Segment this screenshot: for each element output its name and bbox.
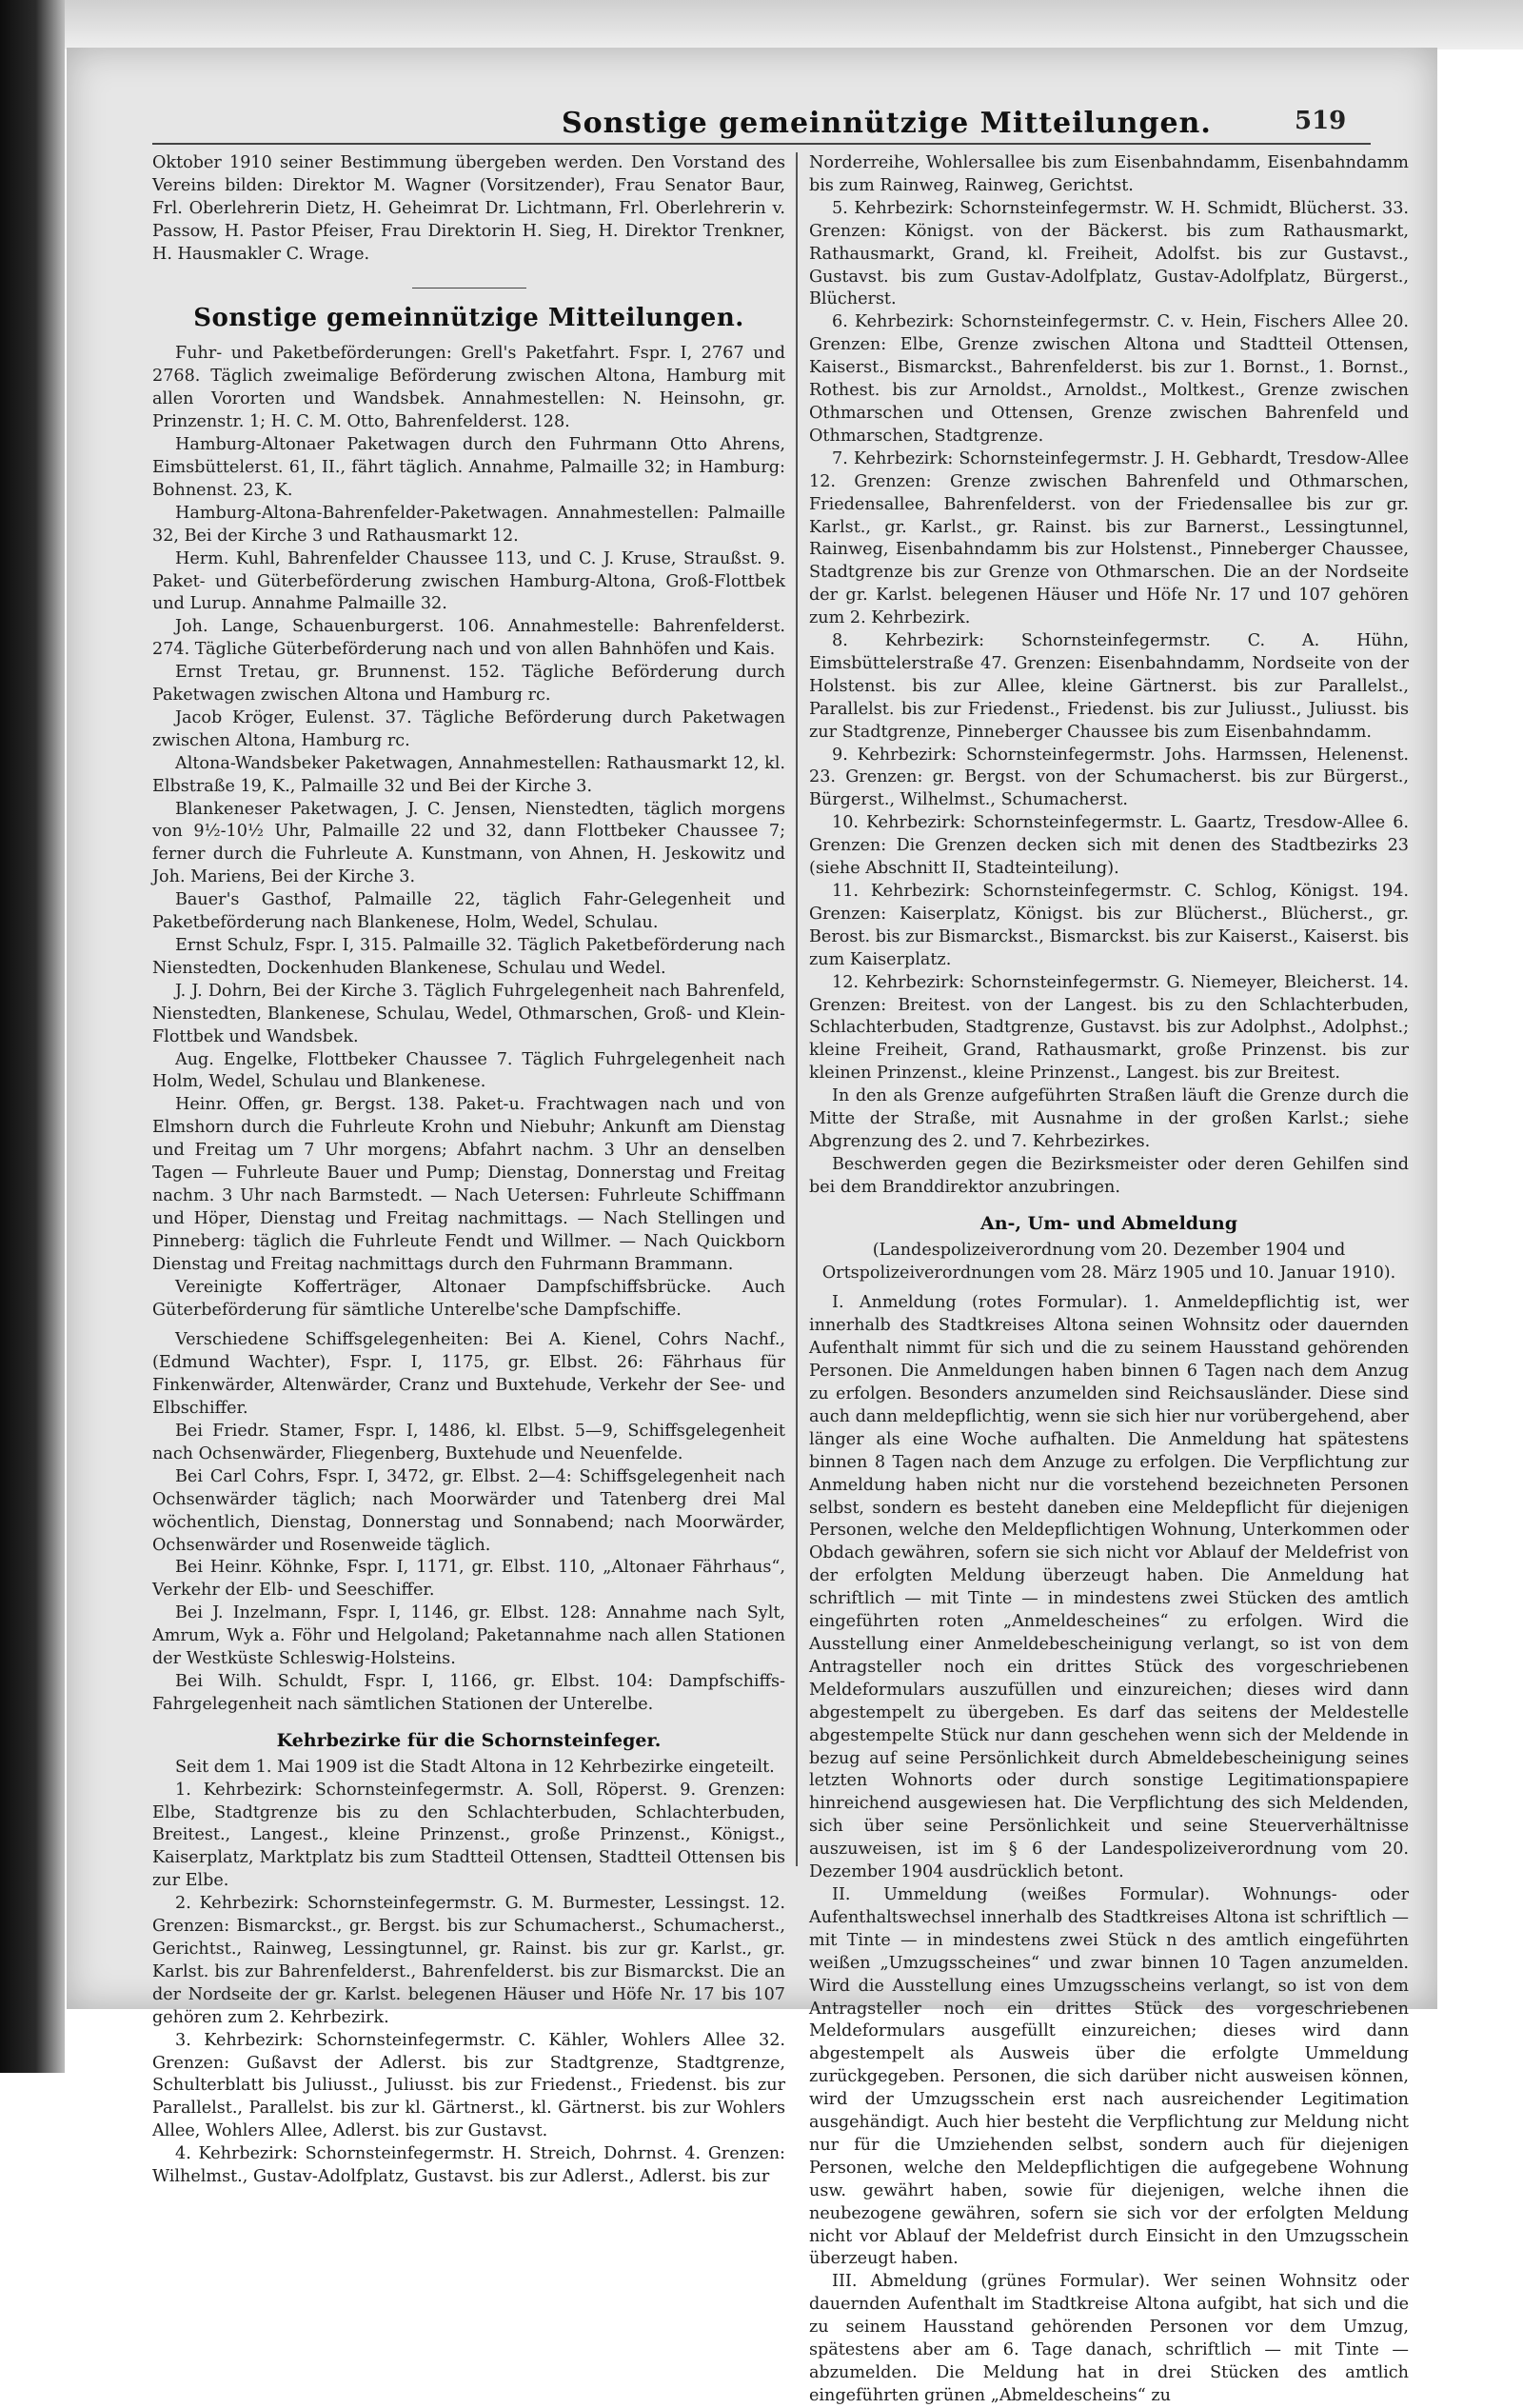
kehr-entry: 11. Kehrbezirk: Schornsteinfegermstr. C. Schlog, Königst. 194. Grenzen: Kaiserplatz, Königst. bis zur Blücherst., Blücherst., gr. Berost. bis zur Bismarckst., Bismarckst. bis zur Kaiserst., Kaiserst. bis zum Kaiserplatz. bbox=[809, 882, 1409, 969]
schiff-entry: Bei Carl Cohrs, Fspr. I, 3472, gr. Elbst. 2—4: Schiffsgelegenheit nach Ochsenwärder täglich; nach Moorwärder und Tatenberg drei Mal wöchentlich, Dienstag, Donnerstag und Sonnabend; nach Moorwärder, Ochsenwärder und Rosenweide täglich. bbox=[152, 1466, 785, 1555]
schiff-entry: Verschiedene Schiffsgelegenheiten: Bei A. Kienel, Cohrs Nachf., (Edmund Wachter), Fspr. I, 1175, gr. Elbst. 26: Fährhaus für Finkenwärder, Altenwärder, Cranz und Buxtehude, Verkehr der See- und Elbschiffer. bbox=[152, 1330, 785, 1419]
kehr-entry: Seit dem 1. Mai 1909 ist die Stadt Altona in 12 Kehrbezirke eingeteilt. bbox=[175, 1757, 775, 1777]
schiff-entry: Bei Wilh. Schuldt, Fspr. I, 1166, gr. Elbst. 104: Dampfschiffs-Fahrgelegenheit nach sämtlichen Stationen der Unterelbe. bbox=[152, 1672, 785, 1714]
section-title: Sonstige gemeinnützige Mitteilungen. bbox=[193, 303, 744, 332]
fuhr-entry: Blankeneser Paketwagen, J. C. Jensen, Nienstedten, täglich morgens von 9½-10½ Uhr, Palmaille 22 und 32, dann Flottbeker Chaussee 7; ferner durch die Fuhrleute A. Kunstmann, von Ahnen, H. Jeskowitz und Joh. Mariens, Bei der Kirche 3. bbox=[152, 799, 785, 887]
left-column bbox=[152, 152, 785, 2189]
fuhr-entry: Altona-Wandsbeker Paketwagen, Annahmestellen: Rathausmarkt 12, kl. Elbstraße 19, K., Palmaille 32 und Bei der Kirche 3. bbox=[152, 753, 785, 796]
scan-left-edge bbox=[0, 0, 65, 2073]
kehr-entry: 4. Kehrbezirk: Schornsteinfegermstr. H. Streich, Dohrnst. 4. Grenzen: Wilhelmst., Gustav-Adolfplatz, Gustavst. bis zur Adlerst., Adlerst. bis zur bbox=[152, 2144, 785, 2187]
fuhr-entry: Heinr. Offen, gr. Bergst. 138. Paket-u. Frachtwagen nach und von Elmshorn durch die Fuhrleute Krohn und Niebuhr; Ankunft am Dienstag und Freitag um 7 Uhr morgens; Abfahrt nachm. 3 Uhr an denselben Tagen — Fuhrleute Bauer und Pump; Dienstag, Donnerstag und Freitag nachm. 3 Uhr nach Barmstedt. — Nach Uetersen: Fuhrleute Schiffmann und Höper, Dienstag und Freitag nachmittags. — Nach Stellingen und Pinneberg: täglich die Fuhrleute Fendt und Willmer. — Nach Quickborn Dienstag und Freitag nachmittags durch den Fuhrmann Brammann. bbox=[152, 1095, 785, 1274]
meldung-note: (Landespolizeiverordnung vom 20. Dezember 1904 und Ortspolizeiverordnungen vom 28. März 1905 und 10. Januar 1910). bbox=[821, 1240, 1396, 1283]
fuhr-entry: Aug. Engelke, Flottbeker Chaussee 7. Täglich Fuhrgelegenheit nach Holm, Wedel, Schulau und Blankenese. bbox=[152, 1049, 785, 1092]
fuhr-entry: Fuhr- und Paketbeförderungen: Grell's Paketfahrt. Fspr. I, 2767 und 2768. Täglich zweimalige Beförderung zwischen Altona, Hamburg mit allen Vororten und Wandsbek. Annahmestellen: N. Heinsohn, gr. Prinzenstr. 1; H. C. M. Otto, Bahrenfelderst. 128. bbox=[152, 344, 785, 432]
kehr-note: In den als Grenze aufgeführten Straßen läuft die Grenze durch die Mitte der Straße, mit Ausnahme in der großen Karlst.; siehe Abgrenzung des 2. und 7. Kehrbezirkes. bbox=[809, 1086, 1409, 1151]
kehr-entry: Norderreihe, Wohlersallee bis zum Eisenbahndamm, Eisenbahndamm bis zum Rainweg, Rainweg, Gerichtst. bbox=[809, 153, 1409, 195]
scan-top-edge bbox=[0, 0, 1523, 50]
kehr-entry: 7. Kehrbezirk: Schornsteinfegermstr. J. H. Gebhardt, Tresdow-Allee 12. Grenzen: Grenze zwischen Bahrenfeld und Othmarschen, Friedensallee, Bahrenfelderst. von der Friedensallee bis zur gr. Karlst., gr. Karlst., gr. Rainst. bis zur Barnerst., Lessingtunnel, Rainweg, Eisenbahndamm bis zur Holstenst., Pinneberger Chaussee, Stadtgrenze bis zur Grenze von Othmarschen. Die an der Nordseite der gr. Karlst. belegenen Häuser und Höfe Nr. 17 und 107 gehören zum 2. Kehrbezirk. bbox=[809, 448, 1409, 628]
fuhr-entry: J. J. Dohrn, Bei der Kirche 3. Täglich Fuhrgelegenheit nach Bahrenfeld, Nienstedten, Blankenese, Schulau, Wedel, Othmarschen, Groß- und Klein-Flottbek und Wandsbek. bbox=[152, 981, 785, 1046]
kehr-entry: 3. Kehrbezirk: Schornsteinfegermstr. C. Kähler, Wohlers Allee 32. Grenzen: Gußavst der Adlerst. bis zur Stadtgrenze, Stadtgrenze, Schulterblatt bis Juliusst., Juliusst. bis zur Friedenst., Friedenst. bis zur Parallelst., Parallelst. bis zur kl. Gärtnerst., kl. Gärtnerst. bis zur Wohlers Allee, Wohlers Allee, Adlerst. bis zur Gustavst. bbox=[152, 2030, 785, 2141]
schiff-entry: Bei Friedr. Stamer, Fspr. I, 1486, kl. Elbst. 5—9, Schiffsgelegenheit nach Ochsenwärder, Fliegenberg, Buxtehude und Neuenfelde. bbox=[152, 1422, 785, 1463]
kehr-entry: 12. Kehrbezirk: Schornsteinfegermstr. G. Niemeyer, Bleicherst. 14. Grenzen: Breitest. von der Langest. bis zu den Schlachterbuden, Schlachterbuden, Stadtgrenze, Gustavst. bis zur Adolphst., Adolphst.; kleine Freiheit, Grand, Rathausmarkt, große Prinzenst. bis zur kleinen Prinzenst., kleine Prinzenst., Langest. bis zur Breitest. bbox=[809, 972, 1409, 1084]
kehr-entry: 10. Kehrbezirk: Schornsteinfegermstr. L. Gaartz, Tresdow-Allee 6. Grenzen: Die Grenzen decken sich mit denen des Stadtbezirks 23 (siehe Abschnitt II, Stadteinteilung). bbox=[809, 813, 1409, 879]
kehr-entry: 5. Kehrbezirk: Schornsteinfegermstr. W. H. Schmidt, Blücherst. 33. Grenzen: Königst. von der Bäckerst. bis zum Rathausmarkt, Rathausmarkt, Grand, kl. Freiheit, Adolfst. bis zur Gustavst., Gustavst. bis zum Gustav-Adolfplatz, Gustav-Adolfplatz, Bürgerst., Blücherst. bbox=[809, 198, 1409, 309]
fuhr-entry: Bauer's Gasthof, Palmaille 22, täglich Fahr-Gelegenheit und Paketbeförderung nach Blankenese, Holm, Wedel, Schulau. bbox=[152, 890, 785, 933]
page-number: 519 bbox=[1295, 107, 1347, 135]
fuhr-entry: Jacob Kröger, Eulenst. 37. Tägliche Beförderung durch Paketwagen zwischen Altona, Hamburg rc. bbox=[152, 707, 785, 750]
column-divider bbox=[796, 152, 798, 1866]
section-rule bbox=[412, 288, 526, 289]
fuhr-entry: Vereinigte Kofferträger, Altonaer Dampfschiffsbrücke. Auch Güterbeförderung für sämtliche Unterelbe'sche Dampfschiffe. bbox=[152, 1277, 785, 1320]
kehr-note: Beschwerden gegen die Bezirksmeister oder deren Gehilfen sind bei dem Branddirektor anzubringen. bbox=[809, 1154, 1409, 1197]
fuhr-entry: Ernst Tretau, gr. Brunnenst. 152. Tägliche Beförderung durch Paketwagen zwischen Altona und Hamburg rc. bbox=[152, 663, 785, 706]
kehr-entry: 8. Kehrbezirk: Schornsteinfegermstr. C. A. Hühn, Eimsbüttelerstraße 47. Grenzen: Eisenbahndamm, Nordseite von der Holstenst. bis zur Allee, kleine Gärtnerst. bis zur Parallelst., Parallelst. bis zur Friedenst., Friedenst. bis zur Juliusst., Juliusst. bis zur Stadtgrenze, Pinneberger Chaussee bis zum Eisenbahndamm. bbox=[809, 631, 1409, 742]
kehrbezirke-title: Kehrbezirke für die Schornsteinfeger. bbox=[276, 1729, 662, 1751]
schiff-entry: Bei Heinr. Köhnke, Fspr. I, 1171, gr. Elbst. 110, „Altonaer Fährhaus“, Verkehr der Elb- und Seeschiffer. bbox=[152, 1558, 785, 1601]
fuhr-entry: Herm. Kuhl, Bahrenfelder Chaussee 113, und C. J. Kruse, Straußst. 9. Paket- und Güterbeförderung zwischen Hamburg-Altona, Groß-Flottbek und Lurup. Annahme Palmaille 32. bbox=[152, 548, 785, 614]
meldung-entry: II. Ummeldung (weißes Formular). Wohnungs- oder Aufenthaltswechsel innerhalb des Stadtkreises Altona ist schriftlich — mit Tinte — in mindestens zwei Stück n des amtlich eingeführten weißen „Umzugsscheines“ und zwar binnen 10 Tagen anzumelden. Wird die Ausstellung eines Umzugsscheins verlangt, so ist von dem Antragsteller noch ein drittes Stück des vorgeschriebenen Meldeformulars ausgefüllt einzureichen; dieses wird dann abgestempelt als Ausweis über die erfolgte Ummeldung zurückgegeben. Personen, die sich darüber nicht ausweisen können, wird der Umzugsschein erst nach ausreichender Legitimation ausgehändigt. Auch hier besteht die Verpflichtung zur Meldung nicht nur für die Umziehenden selbst, sondern auch für diejenigen Personen, welche den Meldepflichtigen die aufgegebene Wohnung usw. gewährt haben, sowie für diejenigen, welche ihnen die neubezogene gewähren, sofern sie sich vor der erfolgten Meldung nicht vor Ablauf der Meldefrist durch Einsicht in den Umzugsschein überzeugt haben. bbox=[809, 1884, 1409, 2269]
meldung-entry: III. Abmeldung (grünes Formular). Wer seinen Wohnsitz oder dauernden Aufenthalt im Stadtkreise Altona aufgibt, hat sich und die zu seinem Hausstand gehörenden Personen vor dem Umzug, spätestens aber am 6. Tage danach, schriftlich — mit Tinte — abzumelden. Die Meldung hat in drei Stücken des amtlich eingeführten grünen „Abmeldescheins“ zu bbox=[809, 2272, 1409, 2405]
kehr-entry: 9. Kehrbezirk: Schornsteinfegermstr. Johs. Harmssen, Helenenst. 23. Grenzen: gr. Bergst. von der Schumacherst. bis zur Bürgerst., Bürgerst., Wilhelmst., Schumacherst. bbox=[809, 745, 1409, 810]
kehr-entry: 1. Kehrbezirk: Schornsteinfegermstr. A. Soll, Röperst. 9. Grenzen: Elbe, Stadtgrenze bis zu den Schlachterbuden, Schlachterbuden, Breitest., Langest., kleine Prinzenst., große Prinzenst., Königst., Kaiserplatz, Marktplatz bis zum Stadtteil Ottensen, Stadtteil Ottensen bis zur Elbe. bbox=[152, 1780, 785, 1891]
meldung-entry: I. Anmeldung (rotes Formular). 1. Anmeldepflichtig ist, wer innerhalb des Stadtkreises Altona seinen Wohnsitz oder dauernden Aufenthalt nimmt für sich und die zu seinem Hausstand gehörenden Personen. Die Anmeldungen haben binnen 6 Tagen nach dem Anzug zu erfolgen. Besonders anzumelden sind Reichsausländer. Diese sind auch dann meldepflichtig, wenn sie sich hier nur vorübergehend, aber länger als eine Woche aufhalten. Die Anmeldung hat spätestens binnen 8 Tagen nach dem Anzuge zu erfolgen. Die Verpflichtung zur Anmeldung haben nicht nur die vorstehend bezeichneten Personen selbst, sondern es besteht daneben eine Meldepflicht für diejenigen Personen, welche den Meldepflichtigen Wohnung, Unterkommen oder Obdach gewähren, sofern sie sich nicht vor Ablauf der Meldefrist von der erfolgten Meldung überzeugt haben. Die Anmeldung hat schriftlich — mit Tinte — in mindestens zwei Stücken des amtlich eingeführten roten „Anmeldescheines“ zu erfolgen. Wird die Ausstellung einer Anmeldebescheinigung verlangt, so ist von dem Antragsteller noch ein drittes Stück des vorgeschriebenen Meldeformulars auszufüllen und einzureichen; dieses wird dann abgestempelt zu übergeben. Es darf das seitens der Meldestelle abgestempelte Stück nur dann geschehen wenn sich der Meldende in bezug auf seine Persönlichkeit durch Abmeldebescheinigung seines letzten Wohnorts oder durch sonstige Legitimationspapiere hinreichend ausgewiesen hat. Die Verpflichtung des sich Meldenden, sich über seine Persönlichkeit und seine Steuerverhältnisse auszuweisen, ist im § 6 der Landespolizeiverordnung vom 20. Dezember 1904 ausdrücklich betont. bbox=[809, 1293, 1409, 1882]
fuhr-entry: Hamburg-Altonaer Paketwagen durch den Fuhrmann Otto Ahrens, Eimsbüttelerst. 61, II., fährt täglich. Annahme, Palmaille 32; in Hamburg: Bohnenst. 23, K. bbox=[152, 435, 785, 500]
intro-paragraph: Oktober 1910 seiner Bestimmung übergeben werden. Den Vorstand des Vereins bilden: Direktor M. Wagner (Vorsitzender), Frau Senator Baur, Frl. Oberlehrerin Dietz, H. Geheimrat Dr. Lichtmann, Frl. Oberlehrerin v. Passow, H. Pastor Pfeiser, Frau Direktorin H. Sieg, H. Direktor Trenkner, H. Hausmakler C. Wrage. bbox=[152, 153, 785, 264]
schiff-entry: Bei J. Inzelmann, Fspr. I, 1146, gr. Elbst. 128: Annahme nach Sylt, Amrum, Wyk a. Föhr und Helgoland; Paketannahme nach allen Stationen der Westküste Schleswig-Holsteins. bbox=[152, 1603, 785, 1669]
header-rule bbox=[152, 143, 1371, 145]
kehr-entry: 6. Kehrbezirk: Schornsteinfegermstr. C. v. Hein, Fischers Allee 20. Grenzen: Elbe, Grenze zwischen Altona und Stadtteil Ottensen, Kaiserst., Bismarckst., Bahrenfelderst. bis zur 1. Bornst., 1. Bornst., Rothest. bis zur Arnoldst., Arnoldst., Moltkest., Grenze zwischen Othmarschen und Ottensen, Grenze zwischen Bahrenfeld und Othmarschen, Stadtgrenze. bbox=[809, 312, 1409, 446]
fuhr-entry: Hamburg-Altona-Bahrenfelder-Paketwagen. Annahmestellen: Palmaille 32, Bei der Kirche 3 und Rathausmarkt 12. bbox=[152, 503, 785, 546]
meldung-title: An-, Um- und Abmeldung bbox=[979, 1212, 1237, 1234]
fuhr-entry: Joh. Lange, Schauenburgerst. 106. Annahmestelle: Bahrenfelderst. 274. Tägliche Güterbeförderung nach und von allen Bahnhöfen und Kais. bbox=[152, 617, 785, 660]
running-title: Sonstige gemeinnützige Mitteilungen. bbox=[562, 107, 1212, 140]
right-column bbox=[809, 152, 1409, 2408]
fuhr-entry: Ernst Schulz, Fspr. I, 315. Palmaille 32. Täglich Paketbeförderung nach Nienstedten, Dockenhuden Blankenese, Schulau und Wedel. bbox=[152, 936, 785, 978]
kehr-entry: 2. Kehrbezirk: Schornsteinfegermstr. G. M. Burmester, Lessingst. 12. Grenzen: Bismarckst., gr. Bergst. bis zur Schumacherst., Schumacherst., Gerichtst., Rainweg, Lessingtunnel, gr. Rainst. bis zur gr. Karlst., gr. Karlst. bis zur Bahrenfelderst., Bahrenfelderst. bis zur Bismarckst. Die an der Nordseite der gr. Karlst. belegenen Häuser und Höfe Nr. 17 bis 107 gehören zum 2. Kehrbezirk. bbox=[152, 1894, 785, 2027]
